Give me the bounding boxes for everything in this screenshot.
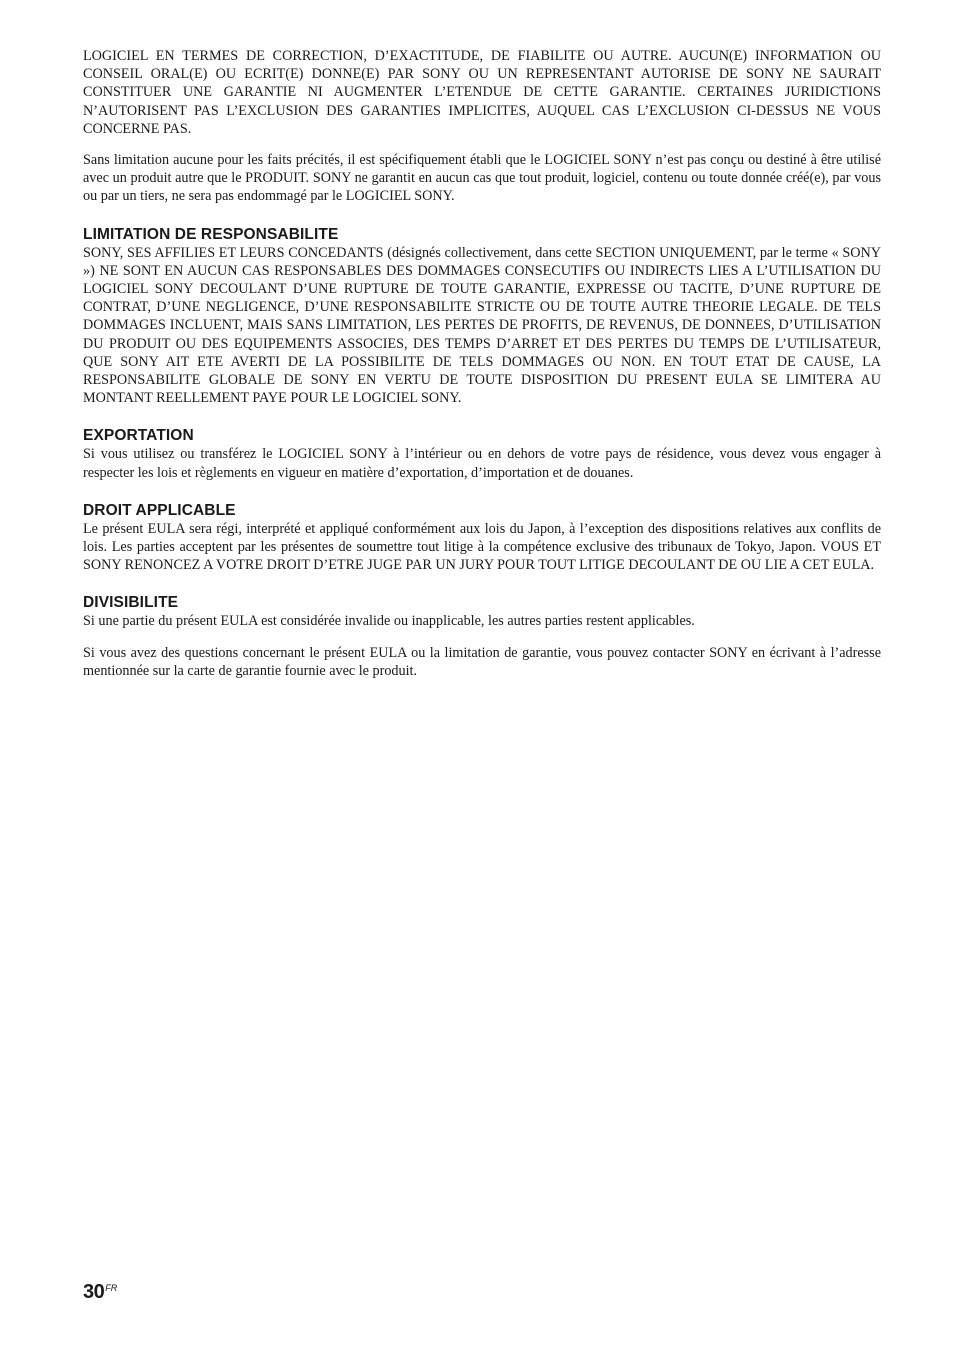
section-body: Si une partie du présent EULA est considérée invalide ou inapplicable, les autres parties restent applicables. (83, 613, 695, 630)
page-language-code: FR (105, 1283, 118, 1293)
section-heading: DROIT APPLICABLE (83, 501, 236, 519)
paragraph-product-limitation: Sans limitation aucune pour les faits précités, il est spécifiquement établi que le LOGICIEL SONY n’est pas conçu ou destiné à être utilisé avec un produit autre que le PRODUIT. SONY ne garantit en aucun cas que tout produit, logiciel, contenu ou toute donnée créé(e), par vous ou par un tiers, ne sera pas endommagé par le LOGICIEL SONY. (83, 152, 881, 205)
section-heading: EXPORTATION (83, 427, 194, 445)
section-divisibilite (83, 593, 881, 630)
paragraph-closing-contact: Si vous avez des questions concernant le présent EULA ou la limitation de garantie, vous pouvez contacter SONY en écrivant à l’adresse mentionnée sur la carte de garantie fournie avec le produit. (83, 644, 881, 679)
section-body: Si vous utilisez ou transférez le LOGICIEL SONY à l’intérieur ou en dehors de votre pays de résidence, vous devez vous engager à respecter les lois et règlements en vigueur en matière d’exportation, d’importation et de douanes. (83, 446, 881, 481)
page-number: 30 (83, 1281, 105, 1303)
document-page (83, 47, 881, 693)
section-heading: LIMITATION DE RESPONSABILITE (83, 225, 339, 243)
paragraph-warranty-disclaimer: LOGICIEL EN TERMES DE CORRECTION, D’EXACTITUDE, DE FIABILITE OU AUTRE. AUCUN(E) INFORMATION OU CONSEIL ORAL(E) OU ECRIT(E) DONNE(E) PAR SONY OU UN REPRESENTANT AUTORISE DE SONY NE SAURAIT CONSTITUER UNE GARANTIE NI AUGMENTER L’ETENDUE DE CETTE GARANTIE. CERTAINES JURIDICTIONS N’AUTORISENT PAS L’EXCLUSION DES GARANTIES IMPLICITES, AUQUEL CAS L’EXCLUSION CI-DESSUS NE VOUS CONCERNE PAS. (83, 48, 881, 137)
section-limitation-responsabilite (83, 225, 881, 408)
section-droit-applicable (83, 501, 881, 575)
page-footer (83, 1281, 117, 1304)
section-exportation (83, 426, 881, 481)
section-heading: DIVISIBILITE (83, 594, 179, 612)
section-body: SONY, SES AFFILIES ET LEURS CONCEDANTS (désignés collectivement, dans cette SECTION UNIQUEMENT, par le terme « SONY ») NE SONT EN AUCUN CAS RESPONSABLES DES DOMMAGES CONSECUTIFS OU INDIRECTS LIES A L’UTILISATION DU LOGICIEL SONY DECOULANT D’UNE RUPTURE DE TOUTE GARANTIE, EXPRESSE OU TACITE, D’UNE RUPTURE DE CONTRAT, D’UNE NEGLIGENCE, D’UNE RESPONSABILITE STRICTE OU DE TOUTE AUTRE THEORIE LEGALE. DE TELS DOMMAGES INCLUENT, MAIS SANS LIMITATION, LES PERTES DE PROFITS, DE REVENUS, DE DONNEES, D’UTILISATION DU PRODUIT OU DES EQUIPEMENTS ASSOCIES, DES TEMPS D’ARRET ET DES PERTES DU TEMPS DE L’UTILISATEUR, QUE SONY AIT ETE AVERTI DE LA POSSIBILITE DE TELS DOMMAGES OU NON. EN TOUT ETAT DE CAUSE, LA RESPONSABILITE GLOBALE DE SONY EN VERTU DE TOUTE DISPOSITION DU PRESENT EULA SE LIMITERA AU MONTANT REELLEMENT PAYE POUR LE LOGICIEL SONY. (83, 244, 881, 407)
section-body: Le présent EULA sera régi, interprété et appliqué conformément aux lois du Japon, à l’exception des dispositions relatives aux conflits de lois. Les parties acceptent par les présentes de soumettre tout litige à la compétence exclusive des tribunaux de Tokyo, Japon. VOUS ET SONY RENONCEZ A VOTRE DROIT D’ETRE JUGE PAR UN JURY POUR TOUT LITIGE DECOULANT DE OU LIE A CET EULA. (83, 520, 881, 574)
